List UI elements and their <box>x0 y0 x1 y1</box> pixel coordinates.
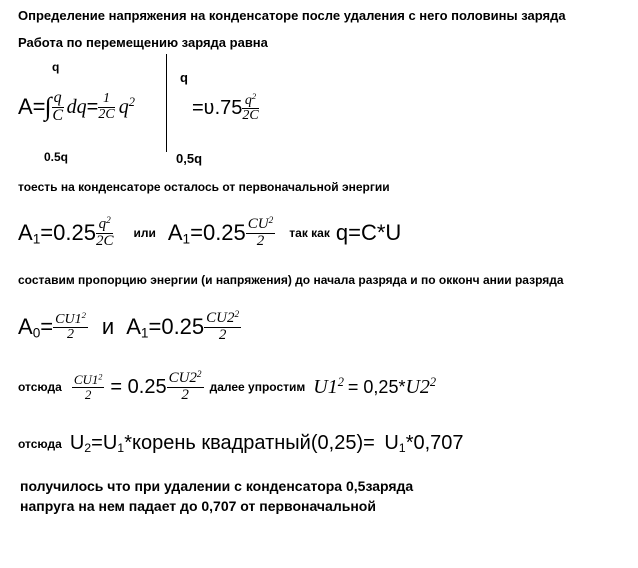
work-title: Работа по перемещению заряда равна <box>18 35 268 50</box>
integral-upper-limit: q <box>52 60 60 74</box>
integral-lower-limit: 0.5q <box>44 150 69 164</box>
heading: Определение напряжения на конденсаторе после удаления с него половины заряда <box>18 8 566 23</box>
or-label: или <box>133 226 156 240</box>
q-over-c-fraction: $\frac{q}{C}$ <box>52 88 63 124</box>
result-line: отсюда $U_2=U_1*корень$ квадратный(0,25)= $U_1*0,707$ <box>18 432 464 456</box>
integral-lhs: A= <box>18 94 46 119</box>
and-label: и <box>101 314 115 339</box>
bar-lower: 0,5q <box>176 151 203 166</box>
evaluation-bar <box>166 54 167 152</box>
proportion-line: $A_0=$ $\frac{CU1^2}{2}$ и $A_1=0.25$ $\frac{CU2^2}{2}$ <box>18 309 240 343</box>
energy-line: $A_1=0.25$ $\frac{q^2}{2C}$ или $A_1=0.25$ $\frac{CU^2}{2}$ так как q=C*U <box>18 215 402 249</box>
bar-result: =ʋ.75 $\frac{q^2}{2C}$ <box>192 90 259 124</box>
integral-sign: ∫ <box>44 92 52 121</box>
hence-line: отсюда $\frac{CU1^2}{2}$ = 0.25 $\frac{CU2^2}{2}$ далее упростим $U1^2$ = 0,25* $U2^2$ <box>18 369 437 403</box>
one-over-2c-fraction: $\frac{1}{2C}$ <box>98 90 115 122</box>
dq: dq <box>66 95 87 118</box>
conclusion-line-1: получилось что при удалении с конденсатора 0,5заряда <box>20 478 414 494</box>
conclusion-line-2: напруга на нем падает до 0,707 от первоначальной <box>20 498 376 514</box>
since-label: так как <box>289 226 330 240</box>
proportion-intro: составим пропорцию энергии (и напряжения) до начала разряда и по окконч ании разряда <box>18 273 564 287</box>
bar-upper: q <box>180 70 188 85</box>
q-equals-cu: q=C*U <box>335 220 402 245</box>
energy-intro: тоесть на конденсаторе осталось от первоначальной энергии <box>18 180 390 194</box>
q-squared: $q^2$ <box>118 95 135 118</box>
